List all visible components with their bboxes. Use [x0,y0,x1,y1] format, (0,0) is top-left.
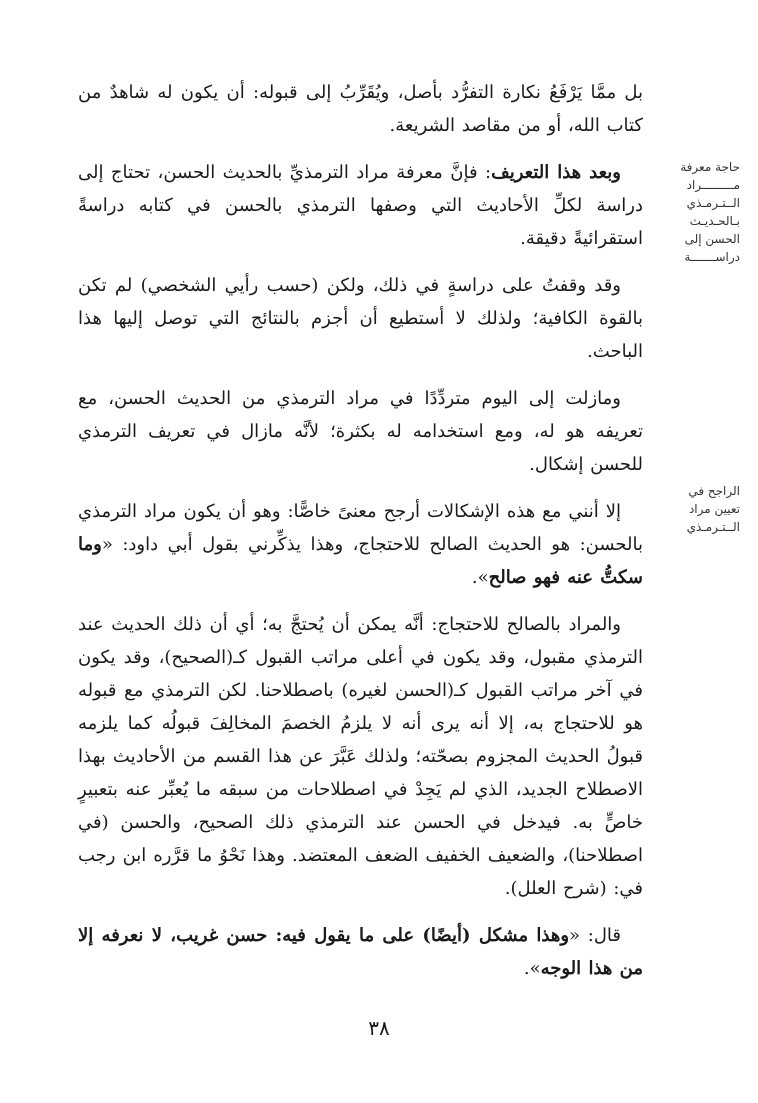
page-number: ٣٨ [368,1016,390,1040]
text-run: ». [523,958,541,979]
margin-note-2 [662,482,740,536]
margin-note-line: الــتـرمـذي [686,196,740,210]
paragraph-2 [78,156,643,255]
text-run: والمراد بالصالح للاحتجاج: أنَّه يمكن أن يُحتجَّ به؛ أي أن ذلك الحديث عند الترمذي مقبول، وقد يكون في أعلى مراتب القبول كـ(الصحيح)، وقد يكون في آخر مراتب القبول كـ(الحسن لغيره) باصطلاحنا. لكن الترمذي مع قبوله هو للاحتجاج به، إلا أنه يرى أنه لا يلزمُ الخصمَ المخالِفَ قبولُه كما يلزمه قبولُ الحديث المجزوم بصحّته؛ ولذلك عَبَّرَ عن هذا القسم من الأحاديث بهذا الاصطلاح الجديد، الذي لم يَجِدْ في اصطلاحات من سبقه ما يُعبِّر عنه بتعبيرٍ خاصٍّ به. فيدخل في الحسن عند الترمذي ذلك الصحيح، والحسن (في اصطلاحنا)، والضعيف الخفيف الضعف المعتضد. وهذا نَحْوُ ما قرَّره ابن رجب في: (شرح العلل). [78,614,643,899]
text-run: إلا أنني مع هذه الإشكالات أرجح معنىً خاصًّا: وهو أن يكون مراد الترمذي بالحسن: هو الحديث الصالح للاحتجاج، وهذا يذكِّرني بقول أبي داود: « [78,501,643,555]
paragraph-4 [78,382,643,481]
margin-note-line: الراجح في [688,484,740,498]
text-run: : فإنَّ معرفة مراد الترمذيِّ بالحديث الحسن، تحتاج إلى دراسة لكلِّ الأحاديث التي وصفها الترمذي بالحسن في كتابه دراسةً استقرائيةً دقيقة. [78,162,643,249]
bold-phrase: وما سكتُّ عنه فهو صالح [78,534,643,588]
paragraph-7 [78,919,643,985]
margin-note-line: الحسن إلى [684,232,740,246]
margin-note-line: الــتـرمـذي [686,520,740,534]
margin-note-1 [662,158,740,266]
paragraph-1 [78,76,643,142]
bold-phrase: وبعد هذا التعريف [491,162,621,183]
margin-note-line: مـــــــــراد [686,178,740,192]
margin-note-line: تعيين مراد [688,502,740,516]
text-run: وقد وقفتُ على دراسةٍ في ذلك، ولكن (حسب رأيي الشخصي) لم تكن بالقوة الكافية؛ ولذلك لا أستطيع أن أجزم بالنتائج التي توصل إليها هذا الباحث. [78,275,643,362]
text-run: ». [471,567,489,588]
text-run: بل ممَّا يَرْفَعُ نكارة التفرُّد بأصل، ويُقَرِّبُ إلى قبوله: أن يكون له شاهدٌ من كتاب الله، أو من مقاصد الشريعة. [78,82,643,136]
margin-note-line: حاجة معرفة [680,160,740,174]
paragraph-3 [78,269,643,368]
main-text-column [78,76,643,999]
margin-note-line: بـالحـديـث [689,214,740,228]
text-run: قال: « [569,925,622,946]
text-run: ومازلت إلى اليوم متردِّدًا في مراد الترمذي من الحديث الحسن، مع تعريفه هو له، ومع استخدامه له بكثرة؛ لأنَّه مازال في تعريف الترمذي للحسن إشكال. [78,388,643,475]
paragraph-6 [78,608,643,905]
bold-phrase: وهذا مشكل (أيضًا) على ما يقول فيه: حسن غريب، لا نعرفه إلا من هذا الوجه [78,925,643,979]
margin-note-line: دراســـــــة [684,250,740,264]
paragraph-5 [78,495,643,594]
